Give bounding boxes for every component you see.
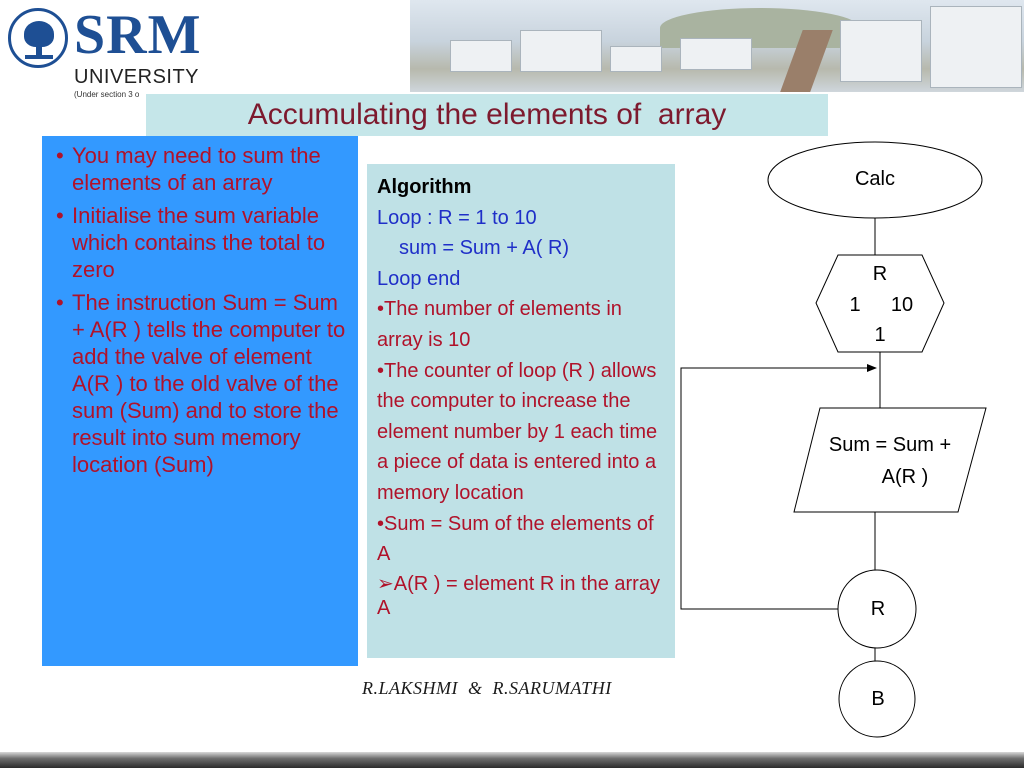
bullet-item: • The instruction Sum = Sum + A(R ) tells the computer to add the valve of element A(R ) to the old valve of the sum (Sum) and to store the result into sum memory location (Sum) [56, 289, 350, 478]
connector-label: R [870, 598, 886, 620]
brand-subtitle-small: (Under section 3 o [74, 90, 140, 99]
loop-step-label: 1 [874, 324, 886, 346]
author-credit: R.LAKSHMI & R.SARUMATHI [362, 678, 612, 698]
loop-start-line: Loop : R = 1 to 10 [377, 206, 537, 229]
brand-subtitle: UNIVERSITY [74, 66, 200, 88]
process-parallelogram [794, 408, 986, 512]
bottom-bar [0, 752, 1024, 768]
algorithm-point-1: •The number of elements in array is 10 [377, 298, 622, 351]
algorithm-point-3: •Sum = Sum of the elements of A [377, 512, 654, 566]
bullet-item: • Initialise the sum variable which contains the total to zero [56, 202, 350, 283]
loop-range-end: 10 [890, 294, 914, 316]
loop-var-label: R [872, 263, 888, 285]
process-line-2: A(R ) [881, 466, 929, 488]
loop-end-line: Loop end [377, 267, 461, 290]
slide-title: Accumulating the elements of array [247, 98, 727, 131]
brand-name: SRM [74, 4, 202, 66]
end-connector-label: B [871, 688, 885, 710]
process-line-1: Sum = Sum + [828, 434, 952, 456]
start-label: Calc [854, 168, 895, 190]
loop-body-line: sum = Sum + A( R) [399, 237, 570, 260]
algorithm-heading: Algorithm [377, 176, 472, 198]
loop-range-start: 1 [849, 294, 861, 316]
algorithm-point-2: •The counter of loop (R ) allows the computer to increase the element number by 1 each time a piece of data is entered into a memory location [377, 359, 658, 504]
algorithm-point-4: ➢A(R ) = element R in the array A [377, 572, 660, 619]
bullet-item: • You may need to sum the elements of an array [56, 142, 350, 196]
